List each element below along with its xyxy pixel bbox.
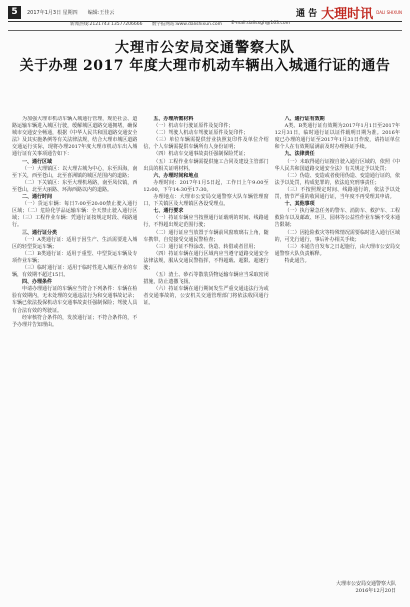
paragraph: （一）A类通行证：适用于因生产、生活需要进入城区的轻型货运车辆； (12, 236, 138, 250)
paragraph: A类、B类通行证有效期为2017年1月1日至2017年12月31日，临时通行证以证件载明日期为准。2016年度已办理的通行证至2017年1月31日作废，请持证单位和个人在有效期届满前及时办理换证手续。 (274, 123, 400, 151)
article-column-1 (12, 116, 137, 586)
paragraph: （五）工程作业车辆需提供施工合同及建设主管部门出具的相关证明材料。 (143, 158, 269, 172)
newspaper-logo: 大理时讯 (321, 6, 374, 22)
paragraph: 经审核符合条件的，发放通行证；不符合条件的，不予办理并告知理由。 (12, 314, 138, 328)
contact-line (70, 21, 290, 29)
hotline-text: 新闻热线:2121743 13577206666 (70, 22, 143, 27)
paragraph: （二）下关镇区：东至大理机场路，南至凤仪镇，西至苍山，北至大丽路、环海西路以内的道路。 (12, 179, 138, 193)
section-heading: 九、法律责任 (284, 151, 315, 158)
signature-block (336, 581, 396, 595)
paragraph: 办理时间：2017年1月5日起，工作日上午9:00至12:00，下午14:30至17:30。 (143, 179, 269, 193)
article-title-issuer: 大理市公安局交通警察大队 (115, 40, 295, 56)
paragraph: 办理地点：大理市公安局交通警察大队车辆管理窗口，下关镇区及大理镇区各设受理点。 (143, 194, 269, 208)
paragraph: （二）因抢险救灾等特殊情况需要临时进入通行区域的，可先行通行，事后补办相关手续； (274, 229, 400, 243)
paragraph: （三）临时通行证：适用于临时性进入城区作业的车辆，有效期不超过15日。 (12, 264, 138, 279)
article-column-3 (275, 116, 400, 586)
section-heading: 二、通行时间 (22, 194, 53, 201)
paragraph: （二）伪造、变造或者使用伪造、变造通行证的，依法予以处罚，构成犯罪的，依法追究刑事责任； (274, 172, 400, 186)
article-title: 关于办理 2017 年度大理市机动车辆出入城通行证的通告 (19, 58, 391, 74)
paragraph: （二）通行证应当放置于车辆前风窗玻璃右上角，随车携带，自觉接受交通民警检查； (143, 229, 269, 243)
section-heading: 六、办理时间和地点 (153, 172, 199, 179)
paragraph: 特此通告。 (284, 257, 310, 264)
paragraph: （一）未取得通行证擅自驶入通行区域的，依照《中华人民共和国道路交通安全法》有关规定予以处罚； (274, 158, 400, 172)
section-heading: 一、通行区域 (22, 158, 53, 165)
signature-org: 大理市公安局交通警察大队 (335, 581, 396, 587)
newspaper-logo-subtitle: DALI SHIXUN (376, 9, 402, 15)
paragraph: （三）不按照规定时间、线路通行的，依法予以处罚，情节严重的收回通行证，当年度不再受理其申请。 (274, 186, 400, 201)
paragraph: （六）持证车辆在通行期间发生严重交通违法行为或者交通事故的，公安机关交通管理部门将依法收回通行证。 (143, 286, 269, 307)
paragraph: （一）执行紧急任务的警车、消防车、救护车、工程救险车以及邮政、环卫、园林等公益性作业车辆不受本通告限制； (274, 208, 400, 229)
editor-credit: 编辑:王佳云 (87, 9, 115, 16)
section-heading: 七、通行要求 (153, 208, 184, 215)
paragraph: （二）驾驶人机动车驾驶证原件及复印件； (153, 130, 249, 137)
paragraph: （二）B类通行证：适用于重型、中型货运车辆及专项作业车辆； (12, 250, 138, 264)
article-title-block (8, 40, 402, 75)
signature-date: 2016年12月20日 (355, 588, 396, 594)
paragraph: （一）机动车行驶证原件及复印件； (153, 123, 234, 130)
paragraph: （四）持证车辆在通行区域内应当遵守道路交通安全法律法规，服从交通民警指挥，不得超载、超限、超速行驶； (143, 250, 269, 271)
website-text: 数字报网站:www.dalishixun.com (151, 22, 222, 27)
article-body (12, 116, 400, 586)
paragraph: （五）渣土、砂石等散装货物运输车辆应当采取密闭措施，防止遗撒飞扬。 (143, 272, 269, 286)
section-heading: 四、办理条件 (22, 279, 53, 286)
paragraph: 申请办理通行证的车辆应当符合下列条件：车辆在检验有效期内，无未处理的交通违法行为和交通事故记录；车辆已依法投保机动车交通事故责任强制保险；驾驶人具有合法有效的驾驶证。 (12, 286, 138, 314)
paragraph: （一）货运车辆：每日7:00至20:00禁止驶入通行区域；（二）危险化学品运输车辆：全天禁止驶入通行区域；（三）工程作业车辆：凭通行证按规定时段、线路通行。 (12, 201, 138, 229)
paragraph: （三）通行证不得涂改、伪造、转借或者冒用； (153, 243, 259, 250)
section-tag: 通 告 (296, 8, 318, 19)
article-column-2 (143, 116, 268, 586)
paragraph: （三）本通告自发布之日起施行，由大理市公安局交通警察大队负责解释。 (274, 243, 400, 257)
masthead (8, 4, 402, 20)
email-text: E-mail:dalisxgh@163.com (231, 21, 290, 26)
page-number: 5 (8, 6, 21, 19)
section-heading: 十、其他事项 (284, 201, 315, 208)
paragraph: 为加强大理市机动车辆入城通行管理，规范社会、道路运输车辆进入城区行驶，缓解城区道路交通拥堵，确保城市交通安全畅通，根据《中华人民共和国道路交通安全法》及其实施条例等有关法律法规，结合大理市城区道路交通运行实际，现将办理2017年度大理市机动车出入城通行证有关事项通告如下： (12, 116, 138, 158)
paragraph: （一）大理镇区：以大理古城为中心，东至洱海，南至下关，西至苍山，北至喜洲镇的城区范围内的道路； (12, 165, 138, 179)
section-heading: 八、通行证有效期 (284, 116, 325, 122)
paragraph: （三）单位车辆需提供营业执照复印件及单位介绍信，个人车辆需提供车辆所有人身份证明； (143, 137, 269, 151)
paragraph: （一）持证车辆应当按照通行证载明的时间、线路通行，不得超出规定范围行驶； (143, 215, 269, 229)
section-heading: 五、办理所需材料 (153, 116, 194, 122)
subheader-rule (8, 30, 402, 31)
section-heading: 三、通行证分类 (22, 229, 58, 236)
paragraph: （四）机动车交通事故责任强制保险凭证； (153, 151, 249, 158)
issue-date: 2017年1月3日 星期四 (27, 9, 78, 16)
